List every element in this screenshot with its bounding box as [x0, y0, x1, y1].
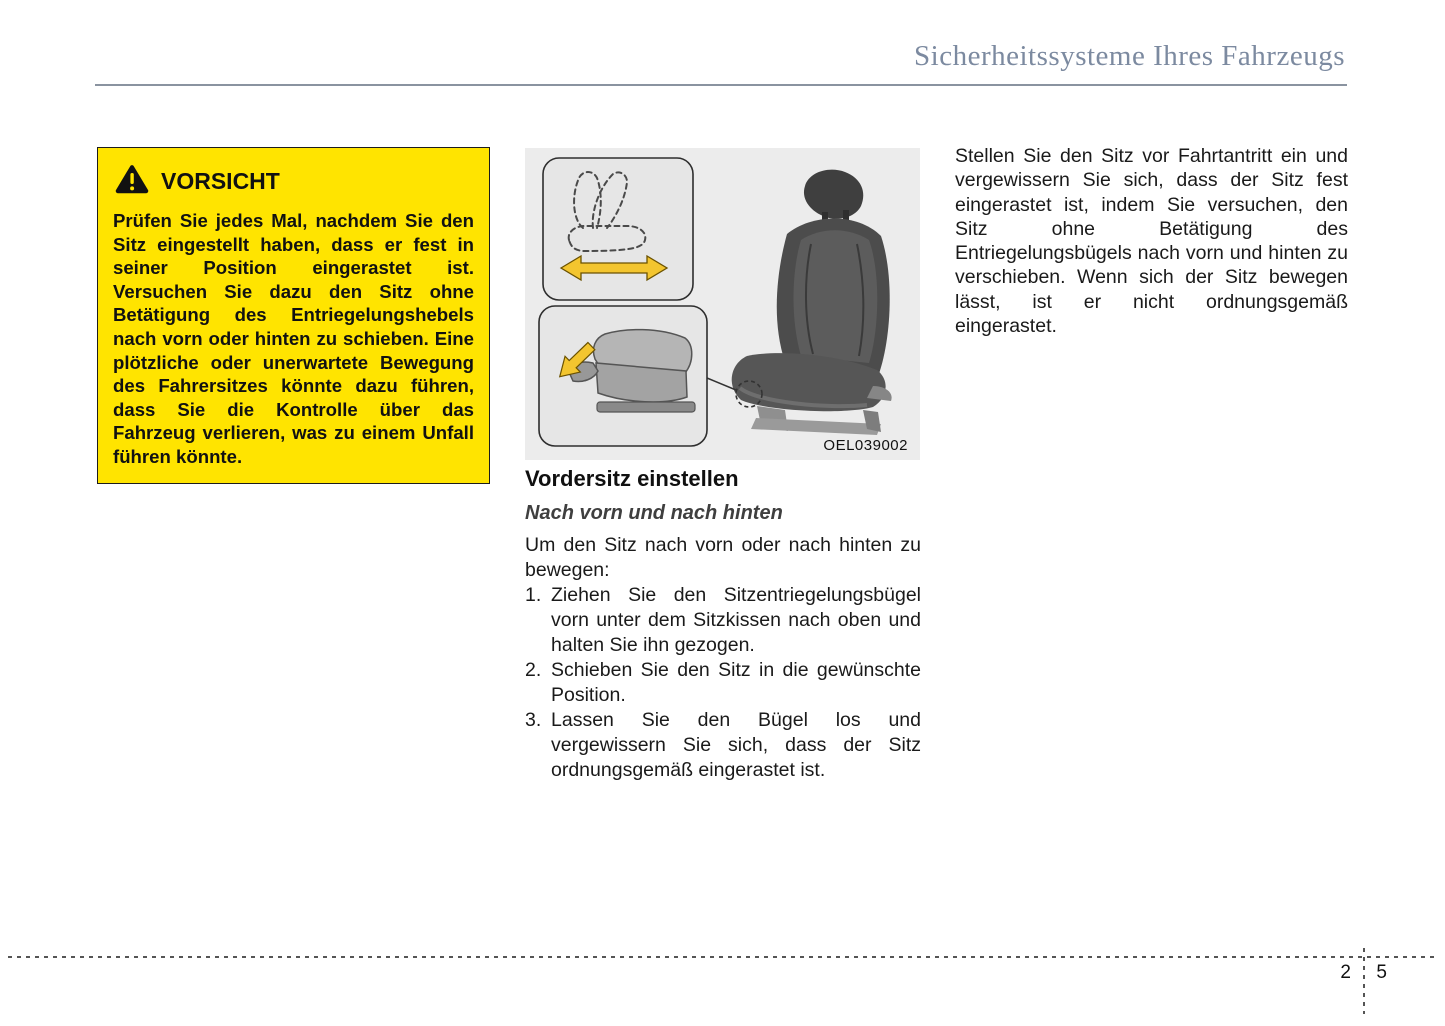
step-number: 3.	[525, 709, 542, 731]
step-number: 2.	[525, 659, 542, 681]
figure-code: OEL039002	[823, 437, 908, 454]
seat-drawing	[732, 170, 892, 435]
footer-dashed-rule	[8, 956, 1437, 958]
section-heading: Vordersitz einstellen	[525, 466, 739, 491]
footer-page-number: 5	[1376, 962, 1387, 983]
page-title: Sicherheitssysteme Ihres Fahrzeugs	[914, 40, 1345, 72]
step-text: Schieben Sie den Sitz in die gewünschte Position.	[551, 659, 921, 706]
seat-illustration	[525, 148, 920, 460]
section-subheading: Nach vorn und nach hinten	[525, 502, 783, 524]
list-item	[525, 708, 921, 783]
step-text: Lassen Sie den Bügel los und vergewissern Sie sich, dass der Sitz ordnungsgemäß eingerastet ist.	[551, 709, 921, 781]
header-divider	[95, 84, 1347, 86]
footer-chapter-number: 2	[1340, 962, 1351, 983]
list-item	[525, 583, 921, 658]
warning-box	[97, 147, 490, 484]
section-intro: Um den Sitz nach vorn oder nach hinten zu bewegen:	[525, 534, 921, 581]
section-front-seat	[525, 466, 921, 783]
step-number: 1.	[525, 584, 542, 606]
seat-adjustment-figure	[525, 148, 920, 460]
warning-title: VORSICHT	[161, 168, 280, 194]
footer-vertical-dashed-rule	[1363, 948, 1365, 1014]
list-item	[525, 658, 921, 708]
steps-list	[525, 583, 921, 783]
warning-triangle-icon	[115, 164, 149, 199]
warning-body-text: Prüfen Sie jedes Mal, nachdem Sie den Sitz eingestellt haben, dass er fest in seiner Position eingerastet ist. Versuchen Sie dazu den Sitz ohne Betätigung des Entriegelungshebels nach vorn oder hinten zu schieben. Eine plötzliche oder unerwartete Bewegung des Fahrersitzes könnte dazu führen, dass Sie die Kontrolle über das Fahrzeug verlieren, was zu einem Unfall führen könnte.	[113, 210, 474, 467]
right-column-paragraph: Stellen Sie den Sitz vor Fahrtantritt ein und vergewissern Sie sich, dass der Sitz fest eingerastet ist, indem Sie versuchen, den Sitz ohne Betätigung des Entriegelungsbügels nach vorn und hinten zu verschieben. Wenn sich der Sitz bewegen lässt, ist er nicht ordnungsgemäß eingerastet.	[955, 145, 1348, 338]
step-text: Ziehen Sie den Sitzentriegelungsbügel vorn unter dem Sitzkissen nach oben und halten Sie ihn gezogen.	[551, 584, 921, 656]
warning-title-row	[115, 164, 474, 199]
